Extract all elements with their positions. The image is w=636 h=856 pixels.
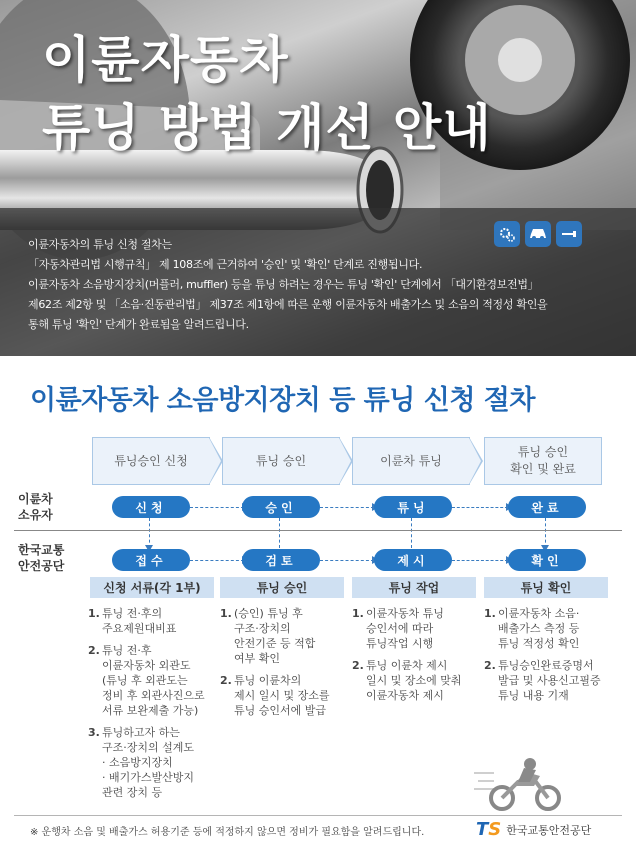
item-text: 튜닝 전·후의 주요제원대비표 <box>102 607 177 635</box>
connector-line <box>190 507 244 508</box>
section-title: 이륜자동차 소음방지장치 등 튜닝 신청 절차 <box>30 385 535 416</box>
agency-pill-receive: 접수 <box>112 549 190 571</box>
item-number: 1. <box>352 607 364 620</box>
list-item <box>220 673 346 718</box>
ts-logo-mark <box>476 819 501 840</box>
hero-paragraph-line: 이륜자동차의 튜닝 신청 절차는 <box>28 238 172 251</box>
list-item <box>484 606 610 651</box>
row-label-agency: 한국교통 안전공단 <box>18 543 65 573</box>
item-text: (승인) 튜닝 후 구조·장치의 안전기준 등 적합 여부 확인 <box>234 607 316 665</box>
row-divider <box>14 530 622 531</box>
row-label-owner: 이륜차 소유자 <box>18 492 53 522</box>
hero-paragraph-line: 「자동차관리법 시행규칙」 제 108조에 근거하여 '승인' 및 '확인' 단계로 진행됩니다. <box>28 258 423 271</box>
item-number: 2. <box>88 644 100 657</box>
hero-title-line2: 튜닝 방법 개선 안내 <box>42 99 492 157</box>
owner-pill-complete: 완료 <box>508 496 586 518</box>
verification-list <box>484 606 610 710</box>
work-list <box>352 606 478 710</box>
process-step-3: 이륜차 튜닝 <box>352 437 470 485</box>
item-text: 이륜자동차 튜닝 승인서에 따라 튜닝작업 시행 <box>366 607 444 650</box>
hero-title-line1: 이륜자동차 <box>42 31 289 89</box>
item-number: 3. <box>88 726 100 739</box>
item-text: 이륜자동차 소음· 배출가스 측정 등 튜닝 적정성 확인 <box>498 607 580 650</box>
process-step-4: 튜닝 승인 확인 및 완료 <box>484 437 602 485</box>
column-head-work: 튜닝 작업 <box>352 577 476 598</box>
column-head-verification: 튜닝 확인 <box>484 577 608 598</box>
item-number: 2. <box>484 659 496 672</box>
documents-list <box>88 606 214 807</box>
connector-line <box>149 518 150 548</box>
hero-banner <box>0 0 636 356</box>
list-item <box>88 606 214 636</box>
column-head-approval: 튜닝 승인 <box>220 577 344 598</box>
process-step-1: 튜닝승인 신청 <box>92 437 210 485</box>
hero-description <box>28 235 618 335</box>
agency-pill-review: 검토 <box>242 549 320 571</box>
logo-letter-t: T <box>476 819 489 840</box>
list-item <box>88 725 214 800</box>
connector-line <box>452 507 508 508</box>
item-number: 1. <box>484 607 496 620</box>
item-text: 튜닝 이륜차의 제시 일시 및 장소를 튜닝 승인서에 발급 <box>234 674 330 717</box>
agency-pill-present: 제시 <box>374 549 452 571</box>
process-step-2: 튜닝 승인 <box>222 437 340 485</box>
hero-paragraph-line: 통해 튜닝 '확인' 단계가 완료됨을 알려드립니다. <box>28 318 249 331</box>
item-number: 2. <box>352 659 364 672</box>
ts-logo <box>476 819 591 840</box>
motorcycle-rider-icon <box>474 752 564 812</box>
owner-pill-tune: 튜닝 <box>374 496 452 518</box>
connector-line <box>279 518 280 548</box>
connector-line <box>545 518 546 548</box>
list-item <box>88 643 214 718</box>
column-head-documents: 신청 서류(각 1부) <box>90 577 214 598</box>
connector-line <box>320 507 374 508</box>
list-item <box>484 658 610 703</box>
connector-line <box>320 560 374 561</box>
item-text: 튜닝 이륜차 제시 일시 및 장소에 맞춰 이륜자동차 제시 <box>366 659 462 702</box>
item-number: 1. <box>220 607 232 620</box>
item-number: 2. <box>220 674 232 687</box>
footer-divider <box>14 815 622 816</box>
hero-paragraph-line: 제62조 제2항 및 「소음·진동관리법」 제37조 제1항에 따른 운행 이륜자동차 배출가스 및 소음의 적정성 확인을 <box>28 298 548 311</box>
approval-list <box>220 606 346 725</box>
connector-line <box>411 518 412 548</box>
list-item <box>352 606 478 651</box>
owner-pill-approve: 승인 <box>242 496 320 518</box>
item-text: 튜닝 전·후 이륜자동차 외관도 (튜닝 후 외관도는 정비 후 외관사진으로 서류 보완제출 가능) <box>102 644 205 717</box>
connector-line <box>452 560 508 561</box>
item-number: 1. <box>88 607 100 620</box>
list-item <box>220 606 346 666</box>
hero-paragraph-line: 이륜자동차 소음방지장치(머플러, muffler) 등을 튜닝 하려는 경우는 튜닝 '확인' 단계에서 「대기환경보전법」 <box>28 278 539 291</box>
logo-letter-s: S <box>488 819 502 840</box>
org-name: 한국교통안전공단 <box>506 823 592 837</box>
footer-note: ※ 운행차 소음 및 배출가스 허용기준 등에 적정하지 않으면 정비가 필요함을 알려드립니다. <box>30 827 425 838</box>
item-text: 튜닝하고자 하는 구조·장치의 설계도 · 소음방지장치 · 배기가스발산방지 관련 장치 등 <box>102 726 195 799</box>
list-item <box>352 658 478 703</box>
item-text: 튜닝승인완료증명서 발급 및 사용신고필증 튜닝 내용 기재 <box>498 659 601 702</box>
agency-pill-verify: 확인 <box>508 549 586 571</box>
owner-pill-apply: 신청 <box>112 496 190 518</box>
connector-line <box>190 560 244 561</box>
